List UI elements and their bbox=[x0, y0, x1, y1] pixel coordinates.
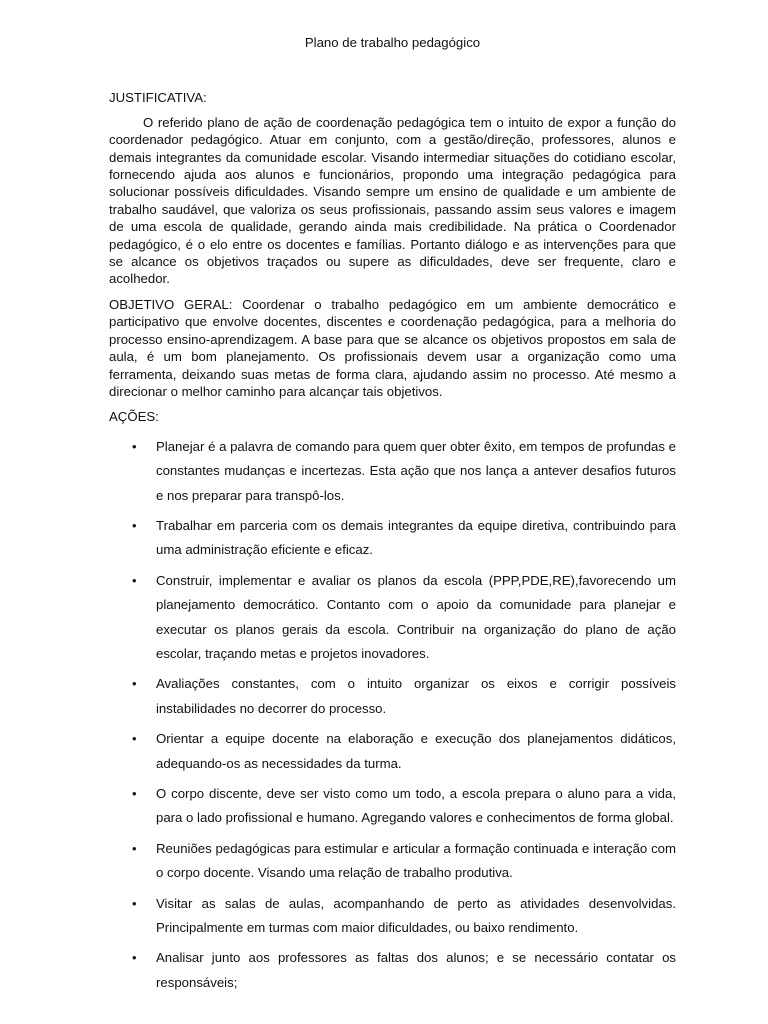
acoes-item-text: Avaliações constantes, com o intuito organizar os eixos e corrigir possíveis instabilidades no decorrer do processo. bbox=[156, 676, 676, 716]
document-title-text: Plano de trabalho pedagógico bbox=[304, 35, 481, 50]
acoes-list bbox=[109, 435, 676, 996]
acoes-item-text: Orientar a equipe docente na elaboração e execução dos planejamentos didáticos, adequando-os as necessidades da turma. bbox=[156, 731, 676, 771]
bullet-icon: • bbox=[132, 438, 137, 454]
acoes-item-text: O corpo discente, deve ser visto como um todo, a escola prepara o aluno para a vida, para o lado profissional e humano. Agregando valores e conhecimentos de forma global. bbox=[156, 786, 676, 826]
bullet-icon: • bbox=[132, 517, 137, 533]
acoes-item-text: Planejar é a palavra de comando para quem quer obter êxito, em tempos de profundas e constantes mudanças e incertezas. Esta ação que nos lança a antever desafios futuros e nos preparar para transpô-los. bbox=[156, 438, 676, 503]
acoes-item-text: Construir, implementar e avaliar os planos da escola (PPP,PDE,RE),favorecendo um planejamento democrático. Contanto com o apoio da comunidade para planejar e executar os planos gerais da escola. Contribuir na organização do plano de ação escolar, traçando metas e projetos inovadores. bbox=[156, 572, 676, 661]
acoes-heading: AÇÕES: bbox=[109, 409, 159, 425]
acoes-item-text: Analisar junto aos professores as faltas dos alunos; e se necessário contatar os responsáveis; bbox=[156, 950, 676, 990]
bullet-icon: • bbox=[132, 786, 137, 801]
document-body bbox=[109, 34, 676, 1001]
acoes-list-item bbox=[109, 727, 676, 776]
acoes-list-item bbox=[109, 569, 676, 667]
acoes-item-text: Trabalhar em parceria com os demais integrantes da equipe diretiva, contribuindo para uma administração eficiente e eficaz. bbox=[156, 517, 676, 558]
justificativa-paragraph: O referido plano de ação de coordenação pedagógica tem o intuito de expor a função do coordenador pedagógico. Atuar em conjunto, com a gestão/direção, professores, alunos e demais integrantes da comunidade escolar. Visando intermediar situações do cotidiano escolar, fornecendo ajuda aos alunos e funcionários, propondo uma integração pedagógica para solucionar possíveis dificuldades. Visando sempre um ensino de qualidade e um ambiente de trabalho saudável, que valoriza os seus profissionais, passando assim seus valores e imagem de uma escola de qualidade, gerando ainda mais credibilidade. Na prática o Coordenador pedagógico, é o elo entre os docentes e famílias. Portanto diálogo e as intervenções para que se alcance os objetivos traçados ou supere as dificuldades, deve ser frequente, claro e acolhedor. bbox=[109, 114, 676, 287]
acoes-list-item bbox=[109, 946, 676, 995]
acoes-item-text: Visitar as salas de aulas, acompanhando de perto as atividades desenvolvidas. Principalmente em turmas com maior dificuldades, ou baixo rendimento. bbox=[156, 895, 676, 936]
bullet-icon: • bbox=[132, 950, 137, 966]
acoes-list-item bbox=[109, 672, 676, 721]
bullet-icon: • bbox=[132, 731, 137, 747]
bullet-icon: • bbox=[132, 840, 137, 856]
bullet-icon: • bbox=[132, 676, 137, 692]
acoes-item-text: Reuniões pedagógicas para estimular e articular a formação continuada e interação com o corpo docente. Visando uma relação de trabalho produtiva. bbox=[156, 840, 676, 881]
acoes-list-item bbox=[109, 782, 676, 831]
bullet-icon: • bbox=[132, 572, 137, 588]
acoes-list-item bbox=[109, 435, 676, 508]
document-title bbox=[109, 34, 676, 51]
acoes-list-item bbox=[109, 514, 676, 563]
justificativa-heading: JUSTIFICATIVA: bbox=[109, 90, 207, 106]
bullet-icon: • bbox=[132, 895, 137, 911]
objetivo-geral-paragraph: OBJETIVO GERAL: Coordenar o trabalho pedagógico em um ambiente democrático e participativo que envolve docentes, discentes e coordenação pedagógica, para a melhoria do processo ensino-aprendizagem. A base para que se alcance os objetivos propostos em sala de aula, é um bom planejamento. Os profissionais devem usar a organização como uma ferramenta, deixando suas metas de forma clara, ajudando assim no processo. Até mesmo a direcionar o melhor caminho para alcançar tais objetivos. bbox=[109, 296, 676, 399]
acoes-list-item bbox=[109, 837, 676, 886]
acoes-list-item bbox=[109, 892, 676, 941]
